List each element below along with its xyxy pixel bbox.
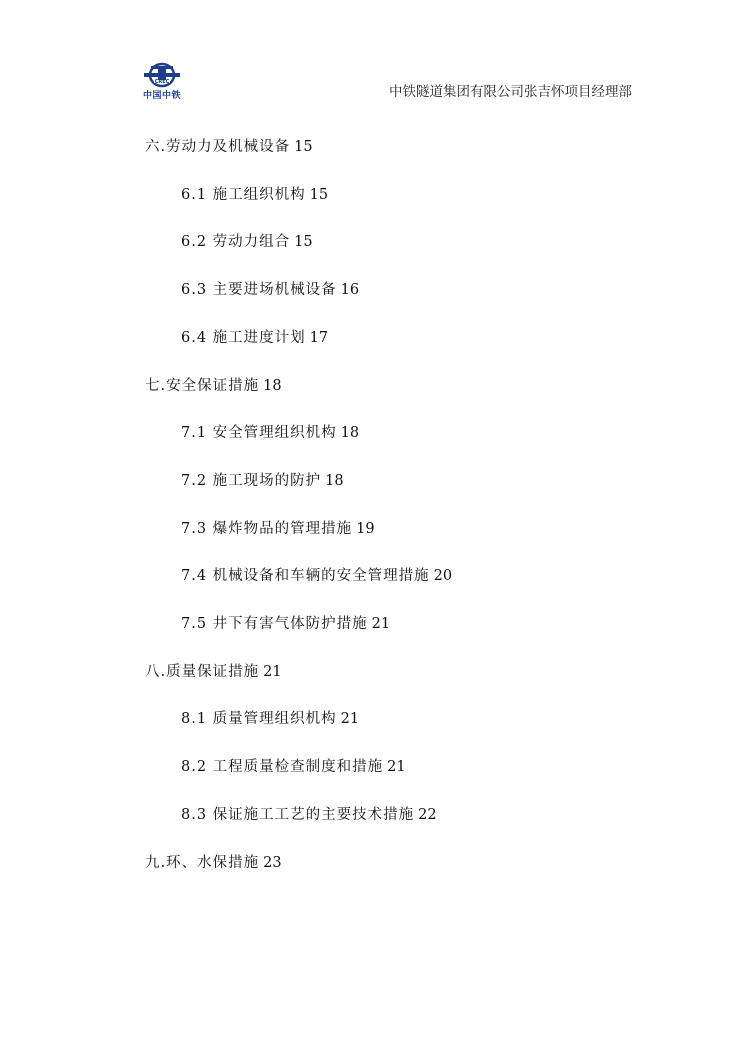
toc-entry[interactable] [181,423,359,443]
toc-entry-page: 15 [294,139,313,155]
toc-entry-page: 15 [309,187,329,203]
toc-entry-title: 7.4 机械设备和车辆的安全管理措施 [181,568,430,584]
toc-entry-title: 7.5 井下有害气体防护措施 [181,616,368,632]
toc-entry-page: 19 [356,521,375,537]
toc-entry-title: 6.3 主要进场机械设备 [181,282,337,298]
toc-entry[interactable] [145,662,282,682]
toc-entry-title: 8.1 质量管理组织机构 [181,711,337,727]
toc-entry-title: 7.1 安全管理组织机构 [181,425,337,441]
toc-entry-page: 18 [263,378,282,394]
toc-entry-title: 8.3 保证施工工艺的主要技术措施 [181,807,415,823]
toc-entry[interactable] [145,853,282,873]
toc-entry-page: 20 [433,568,453,584]
logo-text: 中国中铁 [142,91,181,101]
toc-entry[interactable] [181,185,328,205]
toc-entry-page: 21 [387,759,406,775]
toc-entry-title: 6.2 劳动力组合 [181,234,291,250]
company-name: 中铁隧道集团有限公司张吉怀项目经理部 [389,84,632,100]
page-header [0,0,744,110]
toc-entry[interactable] [181,757,406,777]
toc-entry-title: 八.质量保证措施 [145,664,260,680]
toc-entry-page: 22 [418,807,437,823]
toc-entry-page: 15 [294,234,313,250]
svg-text:CREC: CREC [154,79,170,85]
toc-entry-page: 16 [340,282,360,298]
toc-entry-title: 7.3 爆炸物品的管理措施 [181,521,353,537]
toc-entry-title: 6.4 施工进度计划 [181,330,306,346]
toc-entry[interactable] [181,709,359,729]
toc-entry-title: 7.2 施工现场的防护 [181,473,322,489]
toc-entry[interactable] [181,519,375,539]
toc-entry[interactable] [181,614,390,634]
toc-entry[interactable] [181,566,452,586]
toc-entry-page: 21 [263,664,282,680]
toc-entry-title: 6.1 施工组织机构 [181,187,306,203]
toc-entry[interactable] [181,471,344,491]
toc-entry[interactable] [181,805,437,825]
crec-emblem-icon [134,62,190,88]
toc-entry[interactable] [181,280,359,300]
crec-logo [134,62,190,100]
toc-entry[interactable] [145,137,313,157]
toc-entry-page: 21 [371,616,391,632]
toc-entry[interactable] [181,328,328,348]
toc-entry-title: 七.安全保证措施 [145,378,260,394]
toc-entry-page: 21 [340,711,360,727]
toc-entry[interactable] [181,232,313,252]
toc-entry-page: 18 [325,473,344,489]
toc-entry-page: 17 [309,330,329,346]
toc-entry[interactable] [145,376,282,396]
toc-entry-page: 18 [340,425,360,441]
toc-entry-title: 九.环、水保措施 [145,855,260,871]
toc-entry-title: 六.劳动力及机械设备 [145,139,291,155]
toc-entry-title: 8.2 工程质量检查制度和措施 [181,759,384,775]
toc-entry-page: 23 [263,855,282,871]
